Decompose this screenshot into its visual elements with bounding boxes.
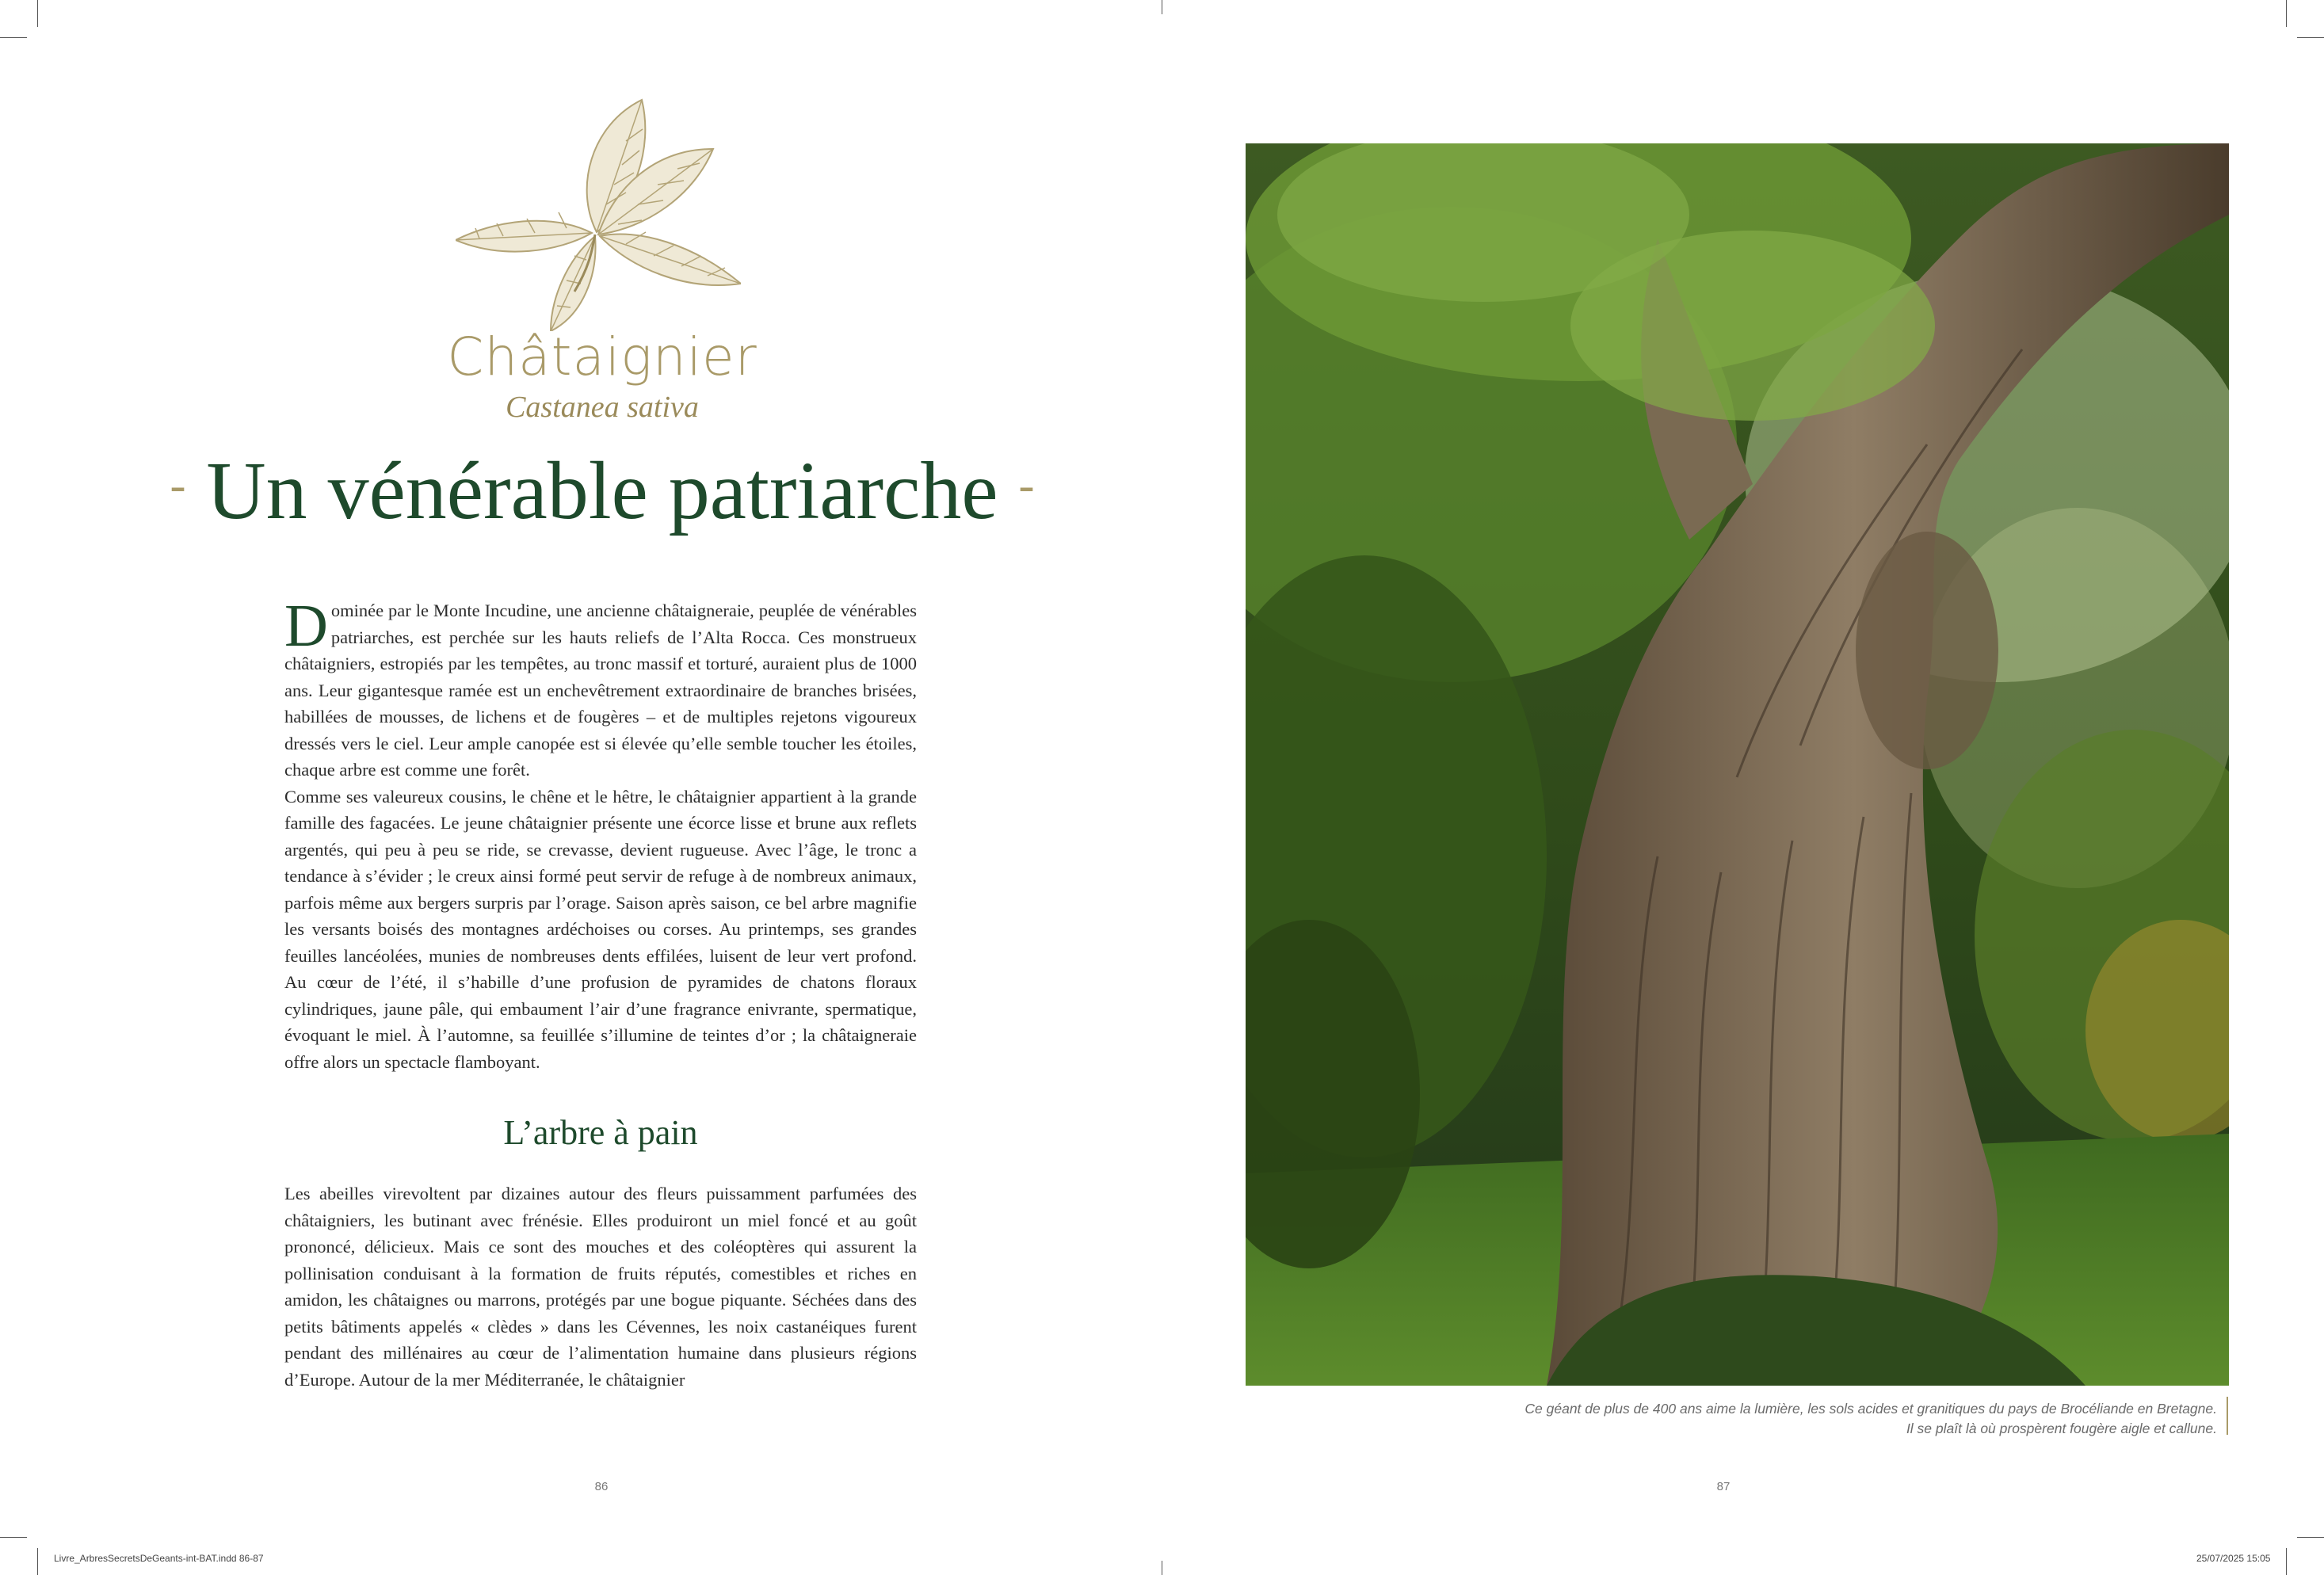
chestnut-leaf-illustration	[456, 93, 741, 331]
crop-mark	[2297, 1537, 2324, 1538]
chapter-title	[111, 444, 1093, 538]
slug-timestamp: 25/07/2025 15:05	[2196, 1553, 2271, 1564]
title-dash-left: -	[170, 459, 186, 511]
photo-caption	[1268, 1399, 2217, 1439]
intro-paragraph-2: Comme ses valeureux cousins, le chêne et le hêtre, le châtaignier appartient à la grande famille des fagacées. Le jeune châtaignier présente une écorce lisse et brune aux reflets argentés, qui peu à peu se ride, se crevasse, devient rugueuse. Avec l’âge, le tronc a tendance à s’évider ; le creux ainsi formé peut servir de refuge à de nombreux animaux, parfois même aux bergers surpris par l’orage. Saison après saison, ce bel arbre magnifie les versants boisés des montagnes ardéchoises ou corses. Au printemps, ses grandes feuilles lancéolées, munies de nombreuses dents effilées, luisent de leur vert profond. Au cœur de l’été, il s’habille d’une profusion de pyramides de chatons floraux cylindriques, jaune pâle, qui embaument l’air d’une fragrance enivrante, spermatique, évoquant le miel. À l’automne, sa feuillée s’illumine de teintes d’or ; la châtaigneraie offre alors un spectacle flamboyant.	[284, 786, 917, 1072]
caption-rule	[2227, 1397, 2228, 1435]
caption-line-2: Il se plaît là où prospèrent fougère aigle et callune.	[1906, 1421, 2217, 1436]
section-paragraph: Les abeilles virevoltent par dizaines autour des fleurs puissamment parfumées des châtaigniers, les butinant avec frénésie. Elles produiront un miel foncé et au goût prononcé, délicieux. Mais ce sont des mouches et des coléoptères qui assurent la pollinisation conduisant à la formation de fruits réputés, comestibles et riches en amidon, les châtaignes ou marrons, protégés par une bogue piquante. Séchées dans des petits bâtiments appelés « clèdes » dans les Cévennes, les noix castanéiques furent pendant des millénaires au cœur de l’alimentation humaine dans plusieurs régions d’Europe. Autour de la mer Méditerranée, le châtaignier	[284, 1184, 917, 1390]
crop-mark	[2297, 37, 2324, 38]
caption-line-1: Ce géant de plus de 400 ans aime la lumière, les sols acides et granitiques du pays de Brocéliande en Bretagne.	[1525, 1401, 2217, 1417]
crop-mark	[37, 0, 38, 27]
species-common-name: Châtaignier	[447, 326, 757, 387]
crop-mark	[37, 1548, 38, 1575]
intro-paragraph-1	[284, 593, 917, 784]
crop-mark	[2286, 1548, 2287, 1575]
section-heading: L’arbre à pain	[503, 1113, 698, 1152]
intro-paragraph-1-text: ominée par le Monte Incudine, une ancienne châtaigneraie, peuplée de vénérables patriarches, est perchée sur les hauts reliefs de l’Alta Rocca. Ces monstrueux châtaigniers, estropiés par les tempêtes, au tronc massif et torturé, auraient plus de 1000 ans. Leur gigantesque ramée est un enchevêtrement extraordinaire de branches brisées, habillées de mousses, de lichens et de fougères – et de multiples rejetons vigoureux dressés vers le ciel. Leur ample canopée est si élevée qu’elle semble toucher les étoiles, chaque arbre est comme une forêt.	[284, 601, 917, 780]
slug-filename: Livre_ArbresSecretsDeGeants-int-BAT.indd 86-87	[54, 1553, 264, 1564]
folio-right: 87	[1716, 1480, 1731, 1493]
intro-text	[284, 593, 917, 1075]
title-dash-right: -	[1018, 459, 1035, 511]
folio-left: 86	[594, 1480, 609, 1493]
species-latin-name: Castanea sativa	[506, 391, 699, 424]
section-text	[284, 1180, 917, 1393]
crop-mark	[0, 1537, 27, 1538]
crop-mark	[2286, 0, 2287, 27]
crop-mark	[0, 37, 27, 38]
drop-cap: D	[284, 593, 328, 659]
chestnut-tree-photo	[1246, 143, 2229, 1386]
chapter-title-text: Un vénérable patriarche	[206, 445, 998, 536]
